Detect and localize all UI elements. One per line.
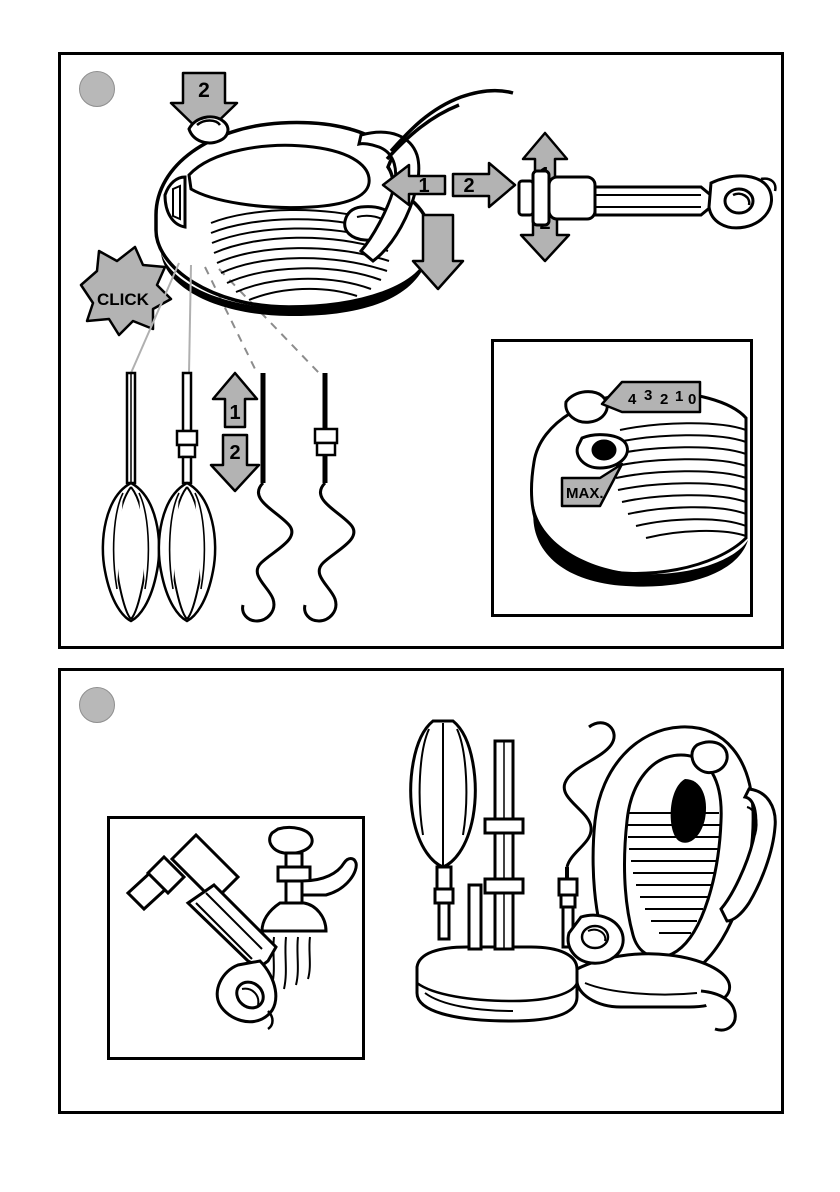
click-burst: [81, 247, 171, 335]
speed-dial-illustration: [494, 342, 750, 614]
inset-wash-rod: [107, 816, 365, 1060]
step-badge-2: [79, 687, 115, 723]
arrow-up-beater-label: 1: [229, 402, 241, 424]
speed-value-0: 0: [688, 391, 697, 408]
speed-scale-arrow: [602, 382, 700, 412]
inset-speed-dial: [491, 339, 753, 617]
dough-hook-icon-1: [243, 373, 292, 621]
arrow-up-beater: [213, 373, 257, 427]
arrow-right-2-label: 2: [463, 175, 475, 197]
beater-icon-1: [103, 373, 159, 621]
arrow-down-top-label: 2: [198, 79, 210, 102]
speed-value-2: 2: [660, 391, 669, 408]
click-burst-label: CLICK: [97, 290, 149, 309]
faucet-icon: [262, 827, 356, 989]
blender-rod-attachment: [519, 171, 775, 228]
arrow-left-1-label: 1: [418, 175, 430, 197]
hand-mixer-body: [156, 91, 513, 316]
panel-step-2: [58, 668, 784, 1114]
panel-step-1: [58, 52, 784, 649]
beater-icon-2: [159, 373, 215, 621]
arrow-down-beater: [211, 435, 259, 491]
step-badge-1: [79, 71, 115, 107]
speed-value-3: 3: [644, 387, 653, 404]
speed-value-1: 1: [675, 388, 684, 405]
dough-hook-icon-2: [305, 373, 354, 621]
max-label: MAX.: [566, 485, 604, 502]
wash-rod-illustration: [110, 819, 362, 1057]
blender-rod-icon: [128, 835, 276, 1029]
speed-value-4: 4: [628, 391, 637, 408]
arrow-down-beater-label: 2: [229, 442, 241, 464]
arrow-right-2: [453, 163, 515, 207]
